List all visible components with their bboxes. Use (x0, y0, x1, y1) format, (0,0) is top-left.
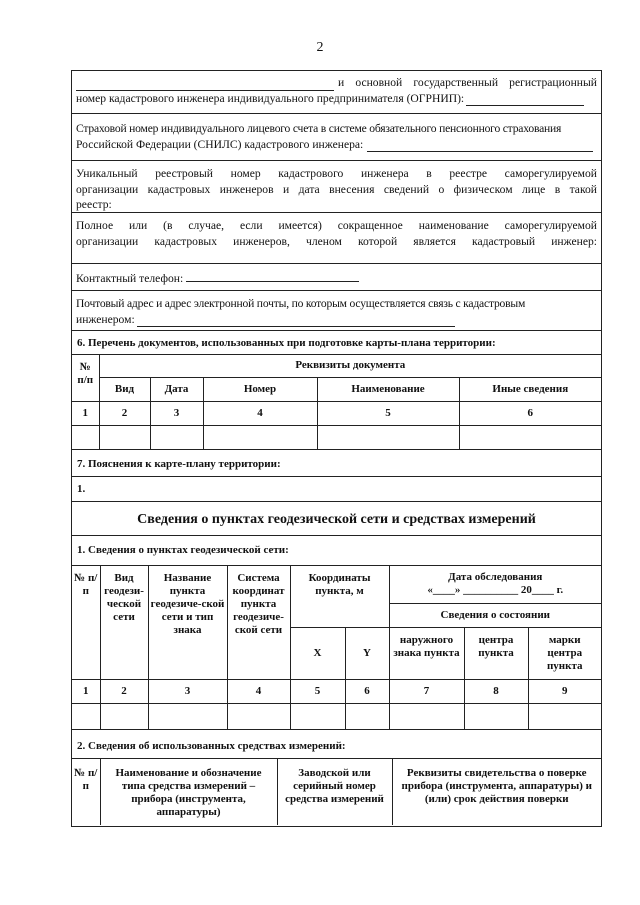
geodesy-num-6: 6 (345, 679, 389, 703)
registry-text-3: реестр: (76, 198, 112, 211)
ogrnip-block (72, 71, 601, 114)
geodesy-table (72, 566, 601, 730)
geodesy-col-y: Y (345, 627, 389, 679)
documents-col-no: № п/п (72, 355, 99, 401)
geodesy-num-7: 7 (389, 679, 464, 703)
geodesy-num-4: 4 (227, 679, 290, 703)
geodesy-col-date (389, 566, 601, 603)
geodesy-num-2: 2 (100, 679, 148, 703)
geodesy-col-center: центра пункта (464, 627, 528, 679)
geodesy-num-8: 8 (464, 679, 528, 703)
ogrnip-text-1: и основной государственный регистрационный (338, 76, 597, 89)
documents-col-number: Номер (203, 377, 317, 401)
geodesy-col-no: № п/п (72, 566, 100, 679)
instruments-col-no: № п/п (72, 759, 100, 825)
sro-text-2: организации кадастровых инженеров, членом которой является кадастровый инженер: (76, 234, 597, 248)
documents-num-2: 2 (99, 401, 150, 425)
address-text-1: Почтовый адрес и адрес электронной почты, по которым осуществляется связь с кадастровым (76, 297, 526, 310)
geodesy-num-5: 5 (290, 679, 345, 703)
section7-title: 7. Пояснения к карте-плану территории: (72, 452, 601, 477)
documents-col-kind: Вид (99, 377, 150, 401)
geodesy-col-x: X (290, 627, 345, 679)
registry-input-line (114, 201, 597, 213)
ogrnip-input-line (466, 94, 584, 106)
documents-num-5: 5 (317, 401, 459, 425)
geodesy-num-3: 3 (148, 679, 227, 703)
sro-input-line (76, 252, 597, 264)
address-text-2: инженером: (76, 312, 135, 326)
instruments-table (72, 759, 601, 825)
documents-num-4: 4 (203, 401, 317, 425)
address-input-line (137, 315, 455, 327)
instruments-col-serial: Заводской или серийный номер средства измерений (277, 759, 392, 825)
geodesy-col-kind: Вид геодези-ческой сети (100, 566, 148, 679)
geodesy-empty-row (72, 703, 601, 729)
geodesy-col-state: Сведения о состоянии (389, 603, 601, 627)
geodesy-col-outer: наружного знака пункта (389, 627, 464, 679)
ogrnip-text-2: номер кадастрового инженера индивидуального предпринимателя (ОГРНИП): (76, 91, 465, 105)
geodesy-num-1: 1 (72, 679, 100, 703)
documents-empty-row (72, 425, 601, 449)
documents-col-name: Наименование (317, 377, 459, 401)
phone-block (72, 264, 601, 291)
documents-num-3: 3 (150, 401, 203, 425)
form-frame (71, 70, 602, 827)
geodesy-col-name: Название пункта геодезиче-ской сети и тип знака (148, 566, 227, 679)
section7-item-1: 1. (72, 477, 601, 502)
documents-col-date: Дата (150, 377, 203, 401)
documents-table (72, 355, 601, 450)
sro-text-1: Полное или (в случае, если имеется) сокращенное наименование саморегулируемой (76, 219, 597, 232)
snils-input-line (367, 140, 593, 152)
address-block (72, 291, 601, 331)
snils-text-2: Российской Федерации (СНИЛС) кадастрового инженера: (76, 137, 364, 151)
geodesy-num-9: 9 (528, 679, 601, 703)
sro-block (72, 213, 601, 264)
geodesy-date-title: Дата обследования (448, 571, 543, 583)
snils-text-1: Страховой номер индивидуального лицевого счета в системе обязательного пенсионного страхования (76, 122, 562, 135)
page-number: 2 (316, 40, 324, 55)
phone-label: Контактный телефон: (76, 272, 184, 285)
instruments-col-cert: Реквизиты свидетельства о поверке прибора (инструмента, аппаратуры) и (или) срок действия поверки (392, 759, 601, 825)
geodesy-col-mark: марки центра пункта (528, 627, 601, 679)
snils-block (72, 114, 601, 161)
registry-text-1: Уникальный реестровый номер кадастрового инженера в реестре саморегулируемой (76, 167, 597, 180)
documents-num-6: 6 (459, 401, 601, 425)
registry-text-2: организации кадастровых инженеров и дата внесения сведений о физическом лице в такой (76, 182, 597, 196)
ogrnip-blank-line (76, 79, 334, 91)
documents-group-header: Реквизиты документа (99, 355, 601, 377)
phone-input-line (186, 270, 359, 282)
documents-col-other: Иные сведения (459, 377, 601, 401)
section6-title: 6. Перечень документов, использованных при подготовке карты-плана территории: (72, 331, 601, 355)
registry-block (72, 161, 601, 213)
documents-num-1: 1 (72, 401, 99, 425)
geodesy-heading: Сведения о пунктах геодезической сети и средствах измерений (72, 502, 601, 536)
instruments-title: 2. Сведения об использованных средствах измерений: (72, 734, 601, 759)
geodesy-subtitle: 1. Сведения о пунктах геодезической сети: (72, 536, 601, 566)
instruments-col-name: Наименование и обозначение типа средства измерений – прибора (инструмента, аппаратуры) (100, 759, 277, 825)
geodesy-col-coords: Координаты пункта, м (290, 566, 389, 627)
geodesy-col-system: Система координат пункта геодезиче-ской сети (227, 566, 290, 679)
geodesy-date-value: «____» __________ 20____ г. (427, 584, 564, 596)
